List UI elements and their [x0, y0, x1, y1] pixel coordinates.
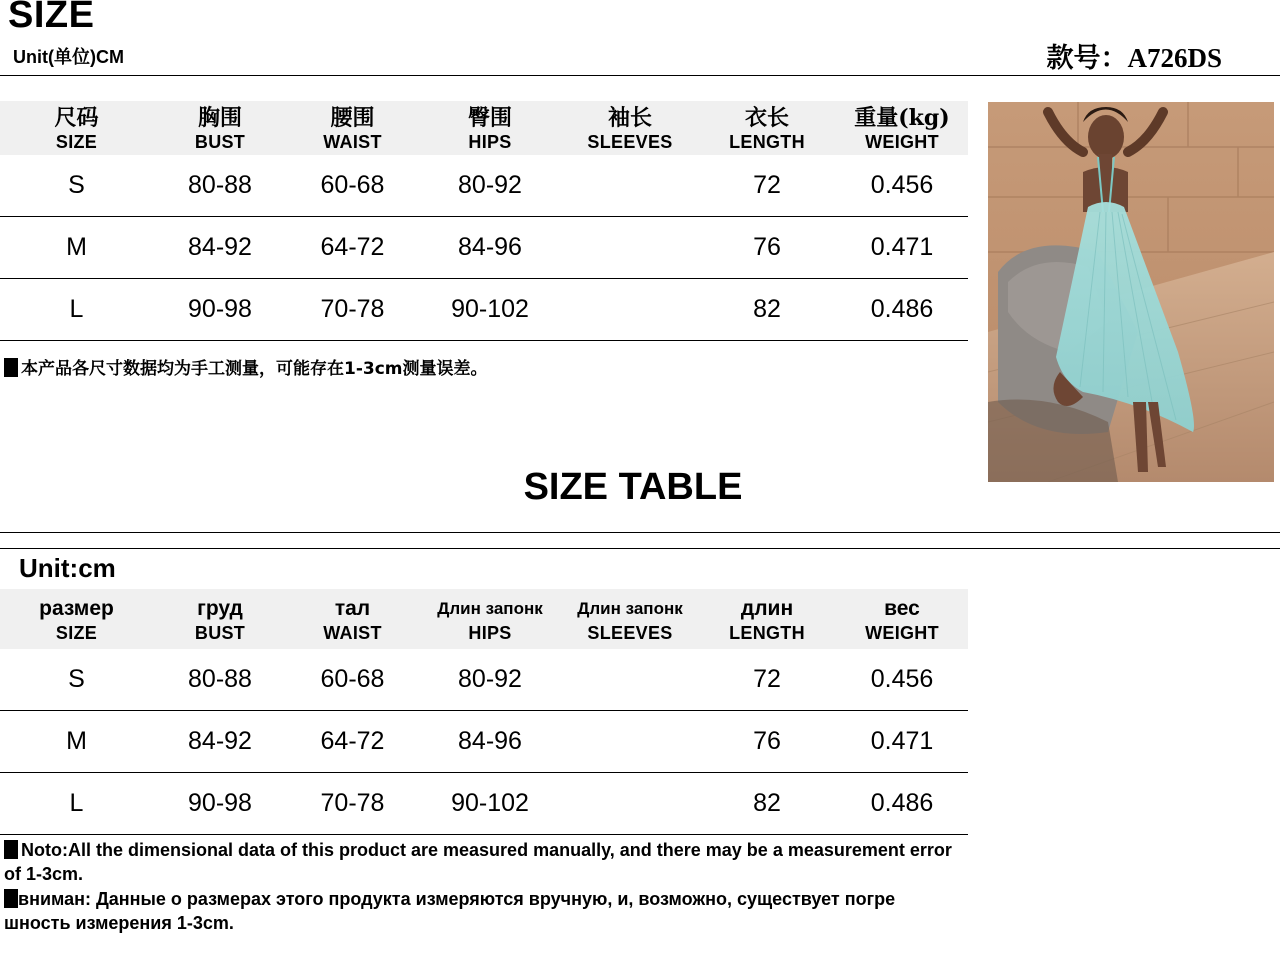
cell-weight: 0.486: [870, 295, 934, 323]
header-cell-hips: [418, 101, 562, 155]
cell-weight: 0.486: [870, 789, 934, 817]
header-en: LENGTH: [729, 132, 805, 152]
header-en: SLEEVES: [587, 132, 673, 152]
header-en: WAIST: [323, 132, 382, 152]
bullet-block-icon: [4, 889, 18, 908]
cell-size: S: [68, 665, 85, 693]
cell-waist: 60-68: [320, 665, 385, 693]
cell-waist: 60-68: [320, 171, 385, 199]
table-row: [0, 649, 968, 711]
cell-size: L: [69, 789, 84, 817]
product-photo: [988, 102, 1274, 482]
bullet-block-icon: [4, 358, 18, 377]
header-en: WAIST: [323, 623, 382, 643]
header-zh: 尺码: [54, 105, 99, 131]
cell-bust: 84-92: [188, 727, 252, 755]
table-row: [0, 279, 968, 341]
table-row: [0, 711, 968, 773]
note-russian-text: вниман: Данные о размерах этого продукта измеряются вручную, и, возможно, существует погре шность измерения 1-3cm.: [4, 889, 896, 933]
header-zh: 袖长: [607, 105, 652, 131]
header-divider: [0, 75, 1280, 76]
header-ru: тал: [334, 597, 371, 620]
cell-size: M: [66, 727, 87, 755]
note-russian: [4, 887, 964, 935]
header-zh: 重量(kg): [854, 105, 950, 131]
note-chinese: [4, 354, 488, 379]
header-zh: 衣长: [744, 105, 789, 131]
header-en: SLEEVES: [587, 623, 673, 643]
cell-hips: 84-96: [458, 233, 522, 261]
cell-bust: 90-98: [188, 295, 252, 323]
header-ru: Длин запонк: [437, 599, 543, 618]
cell-bust: 84-92: [188, 233, 252, 261]
cell-size: S: [68, 171, 85, 199]
header-cell-sleeves: [562, 101, 698, 155]
cell-weight: 0.471: [870, 727, 934, 755]
header-cell-waist: [287, 101, 418, 155]
header-cell-size: [0, 101, 153, 155]
cell-waist: 64-72: [320, 727, 385, 755]
cell-length: 76: [753, 233, 781, 261]
size-table-ru: [0, 589, 968, 835]
header-zh: 胸围: [197, 105, 242, 131]
header-cell-hips: [418, 589, 562, 649]
header-ru: вес: [884, 597, 920, 620]
cell-hips: 84-96: [458, 727, 522, 755]
note-english-text: Noto:All the dimensional data of this product are measured manually, and there may be a measurement error of 1-3cm.: [4, 840, 952, 884]
cell-bust: 90-98: [188, 789, 252, 817]
header-en: SIZE: [55, 132, 98, 152]
style-number: 款号：A726DS: [1046, 43, 1222, 73]
header-ru: груд: [197, 597, 243, 620]
page-title: SIZE: [8, 0, 95, 36]
header-cell-length: [698, 101, 836, 155]
header-en: HIPS: [468, 132, 512, 152]
header-en: LENGTH: [729, 623, 805, 643]
header-cell-weight: [836, 589, 968, 649]
cell-hips: 90-102: [451, 295, 529, 323]
header-cell-sleeves: [562, 589, 698, 649]
cell-bust: 80-88: [188, 171, 252, 199]
cell-waist: 70-78: [320, 789, 385, 817]
header-en: HIPS: [468, 623, 512, 643]
cell-size: M: [66, 233, 87, 261]
header-cell-bust: [153, 589, 287, 649]
unit-cm-label: Unit:cm: [19, 553, 116, 583]
header-en: WEIGHT: [865, 132, 939, 152]
cell-length: 76: [753, 727, 781, 755]
header-en: SIZE: [55, 623, 98, 643]
cell-length: 82: [753, 789, 781, 817]
cell-weight: 0.456: [870, 171, 934, 199]
table-header: [0, 101, 968, 155]
product-photo-illustration: [988, 102, 1274, 482]
section-divider-top: [0, 532, 1280, 533]
cell-weight: 0.471: [870, 233, 934, 261]
cell-length: 72: [753, 665, 781, 693]
header-ru: Длин запонк: [577, 599, 683, 618]
header-zh: 腰围: [330, 105, 375, 131]
header-en: BUST: [194, 623, 246, 643]
size-table-heading: SIZE TABLE: [523, 466, 743, 508]
note-english: [4, 838, 964, 886]
cell-length: 82: [753, 295, 781, 323]
size-table-cn: [0, 101, 968, 341]
unit-label: Unit(单位)CM: [13, 47, 124, 67]
table-row: [0, 773, 968, 835]
header-ru: размер: [39, 597, 114, 620]
header-cell-size: [0, 589, 153, 649]
header-en: WEIGHT: [865, 623, 939, 643]
table-row: [0, 217, 968, 279]
note-chinese-text: 本产品各尺寸数据均为手工测量，可能存在1-3cm测量误差。: [21, 359, 488, 379]
header-en: BUST: [194, 132, 246, 152]
cell-size: L: [69, 295, 84, 323]
bullet-block-icon: [4, 840, 18, 859]
header-cell-weight: [836, 101, 968, 155]
table-header: [0, 589, 968, 649]
header-ru: длин: [740, 597, 794, 620]
cell-hips: 80-92: [458, 171, 522, 199]
header-cell-length: [698, 589, 836, 649]
header-zh: 臀围: [467, 105, 512, 131]
cell-waist: 64-72: [320, 233, 385, 261]
cell-waist: 70-78: [320, 295, 385, 323]
table-row: [0, 155, 968, 217]
cell-hips: 80-92: [458, 665, 522, 693]
cell-weight: 0.456: [870, 665, 934, 693]
header-cell-bust: [153, 101, 287, 155]
section-divider-bottom: [0, 548, 1280, 549]
header-cell-waist: [287, 589, 418, 649]
cell-length: 72: [753, 171, 781, 199]
cell-bust: 80-88: [188, 665, 252, 693]
cell-hips: 90-102: [451, 789, 529, 817]
